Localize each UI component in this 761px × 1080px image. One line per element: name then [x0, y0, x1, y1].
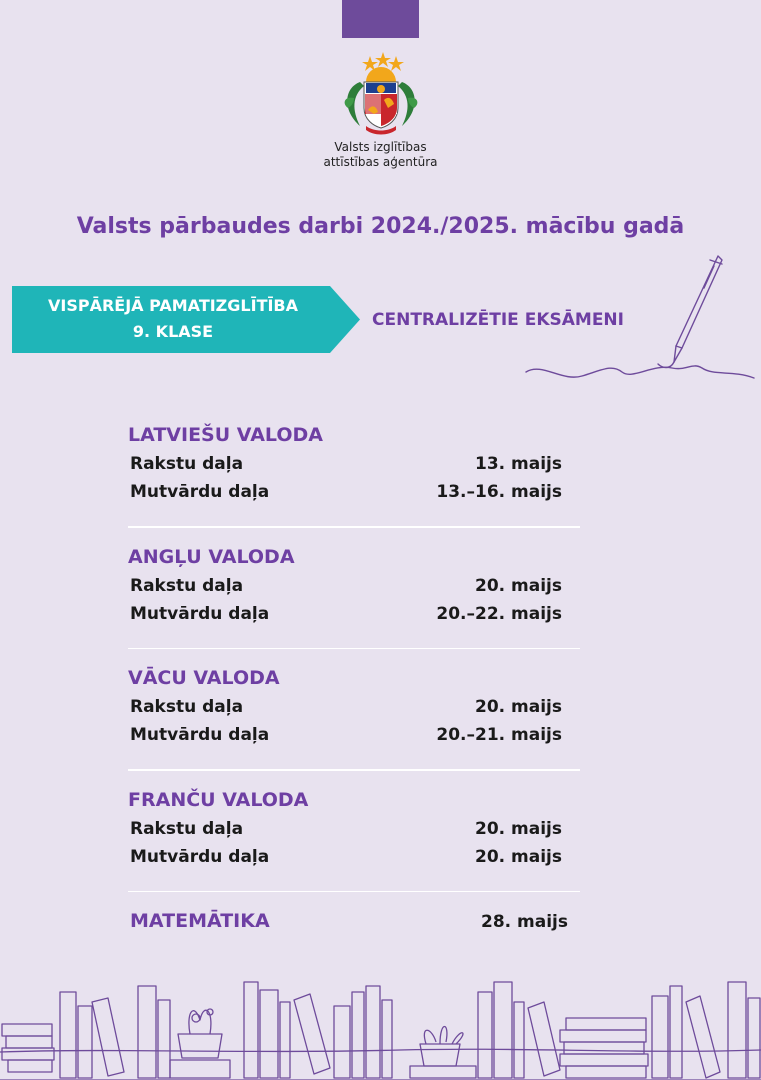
exam-date: 20. maijs — [475, 575, 562, 596]
exam-type-label: CENTRALIZĒTIE EKSĀMENI — [372, 310, 624, 330]
subject-title: MATEMĀTIKA — [130, 910, 270, 932]
exam-row — [128, 721, 578, 749]
exam-row — [128, 815, 578, 843]
education-level-banner — [12, 293, 334, 345]
agency-name — [0, 140, 761, 170]
exam-row — [128, 693, 578, 721]
subject-title: VĀCU VALODA — [128, 667, 280, 689]
subject-latvian — [128, 420, 578, 506]
exam-part-label: Mutvārdu daļa — [130, 482, 270, 502]
exam-row — [128, 600, 578, 628]
exam-row — [128, 843, 578, 871]
agency-name-line2: attīstības aģentūra — [323, 155, 438, 169]
pen-icon — [522, 252, 757, 387]
exam-row — [128, 572, 578, 600]
coat-of-arms-icon — [338, 52, 424, 136]
subject-french — [128, 785, 578, 871]
exam-date: 20. maijs — [475, 846, 562, 867]
exam-part-label: Mutvārdu daļa — [130, 603, 270, 624]
education-level-label: VISPĀRĒJĀ PAMATIZGLĪTĪBA — [47, 296, 299, 315]
subject-math — [128, 906, 578, 938]
exam-schedule — [128, 420, 578, 938]
subject-german — [128, 663, 578, 749]
exam-date: 13. maijs — [475, 454, 562, 474]
exam-part-label: Rakstu daļa — [130, 697, 244, 717]
exam-date: 20.–22. maijs — [436, 603, 562, 624]
subject-title: LATVIEŠU VALODA — [128, 424, 323, 446]
subject-title: ANGĻU VALODA — [128, 545, 295, 568]
subject-title: FRANČU VALODA — [128, 788, 309, 811]
exam-part-label: Rakstu daļa — [130, 575, 244, 596]
divider — [128, 526, 580, 528]
exam-date: 28. maijs — [481, 912, 568, 932]
subject-english — [128, 542, 578, 628]
exam-row — [128, 450, 578, 478]
grade-label: 9. KLASE — [132, 322, 214, 341]
exam-part-label: Rakstu daļa — [130, 454, 244, 474]
divider — [128, 769, 580, 771]
bookshelf-illustration — [0, 972, 761, 1080]
exam-date: 20. maijs — [475, 697, 562, 717]
exam-row — [128, 478, 578, 506]
exam-date: 20.–21. maijs — [436, 725, 562, 745]
top-tab-decoration — [342, 0, 419, 38]
exam-part-label: Mutvārdu daļa — [130, 725, 270, 745]
exam-date: 13.–16. maijs — [436, 482, 562, 502]
agency-name-line1: Valsts izglītības — [334, 140, 427, 154]
divider — [128, 891, 580, 893]
divider — [128, 648, 580, 650]
exam-part-label: Mutvārdu daļa — [130, 846, 270, 867]
page-title: Valsts pārbaudes darbi 2024./2025. mācību gadā — [76, 214, 685, 239]
exam-date: 20. maijs — [475, 818, 562, 839]
exam-part-label: Rakstu daļa — [130, 818, 244, 839]
